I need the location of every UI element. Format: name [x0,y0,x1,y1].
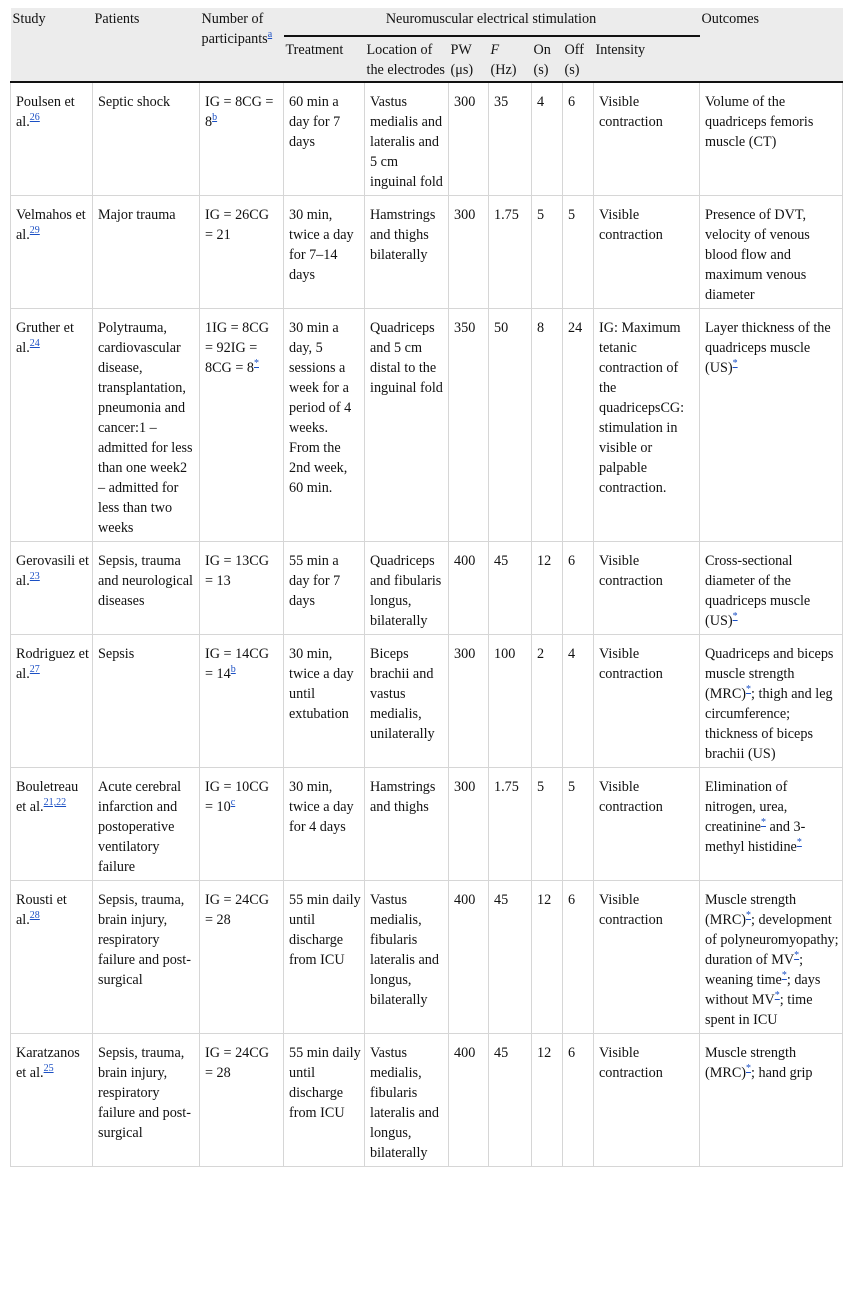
patients-cell: Sepsis, trauma, brain injury, respiratory failure and post-surgical [93,1034,200,1167]
treatment-cell: 55 min daily until discharge from ICU [284,881,365,1034]
outcome-text: ; time spent in ICU [705,992,813,1028]
outcomes-cell [700,82,843,196]
superscript [212,112,217,123]
pw-cell: 400 [449,542,489,635]
location-cell: Quadriceps and fibularis longus, bilaterally [365,542,449,635]
table-row [11,635,843,768]
study-name: Rousti et al. [16,892,67,928]
outcome-text: ; weaning time [705,952,804,988]
superscript [30,571,40,582]
superscript [44,797,67,808]
table-row [11,542,843,635]
off-cell: 6 [563,82,594,196]
f-cell: 1.75 [489,768,532,881]
study-name: Bouletreau et al. [16,779,79,815]
off-cell: 6 [563,1034,594,1167]
participants-cell [200,309,284,542]
participants-value: IG = 8CG = 8 [205,94,274,130]
superscript [30,112,40,123]
on-cell: 4 [532,82,563,196]
pw-cell: 300 [449,196,489,309]
study-cell [11,635,93,768]
pw-cell: 300 [449,82,489,196]
study-name: Poulsen et al. [16,94,75,130]
treatment-cell: 55 min a day for 7 days [284,542,365,635]
footnote-link[interactable]: * [794,950,800,961]
superscript [231,797,235,808]
study-name: Gruther et al. [16,320,74,356]
superscript [733,611,738,622]
outcome-text: Cross-sectional diameter of the quadriceps muscle (US) [705,553,811,629]
off-cell: 5 [563,196,594,309]
on-cell: 12 [532,1034,563,1167]
header-off: Off (s) [563,36,594,82]
intensity-cell: Visible contraction [594,881,700,1034]
header-study: Study [11,8,93,82]
header-outcomes: Outcomes [700,8,843,82]
patients-cell: Septic shock [93,82,200,196]
outcome-text: ; development of polyneuromyopathy; duration of MV [705,912,839,968]
pw-cell: 300 [449,768,489,881]
header-on: On (s) [532,36,563,82]
footnote-link[interactable]: 21,22 [43,797,67,808]
table-row [11,82,843,196]
footnote-link[interactable]: c [230,797,236,808]
footnote-link[interactable]: * [781,970,787,981]
frequency-symbol: F [490,42,500,58]
f-cell: 1.75 [489,196,532,309]
study-cell [11,1034,93,1167]
intensity-cell: Visible contraction [594,1034,700,1167]
pw-cell: 300 [449,635,489,768]
patients-cell: Polytrauma, cardiovascular disease, transplantation, pneumonia and cancer:1 – admitted for less than one week2 – admitted for less than two weeks [93,309,200,542]
participants-value: IG = 14CG = 14 [205,646,269,682]
footnote-link[interactable]: * [760,817,766,828]
header-pw: PW (μs) [449,36,489,82]
patients-cell: Sepsis [93,635,200,768]
on-cell: 5 [532,196,563,309]
footnote-link[interactable]: * [254,358,259,369]
location-cell: Vastus medialis, fibularis lateralis and longus, bilaterally [365,881,449,1034]
on-cell: 8 [532,309,563,542]
outcome-text: Layer thickness of the quadriceps muscle (US) [705,320,831,376]
off-cell: 6 [563,881,594,1034]
treatment-cell: 55 min daily until discharge from ICU [284,1034,365,1167]
study-name: Rodriguez et al. [16,646,89,682]
header-intensity: Intensity [594,36,700,82]
table-body [11,82,843,1167]
outcomes-cell [700,196,843,309]
patients-cell: Sepsis, trauma and neurological diseases [93,542,200,635]
frequency-unit: (Hz) [490,62,517,78]
study-cell [11,82,93,196]
patients-cell: Sepsis, trauma, brain injury, respiratory failure and post-surgical [93,881,200,1034]
outcome-text: Volume of the quadriceps femoris muscle (CT) [705,94,814,150]
participants-value: IG = 10CG = 10 [205,779,269,815]
participants-cell [200,768,284,881]
participants-cell [200,542,284,635]
footnote-link[interactable]: * [796,837,802,848]
footnote-link[interactable]: * [732,611,738,622]
outcome-text: Presence of DVT, velocity of venous blood flow and maximum venous diameter [705,207,810,303]
participants-cell [200,635,284,768]
study-name: Karatzanos et al. [16,1045,80,1081]
outcome-text: Quadriceps and biceps muscle strength (MRC) [705,646,834,702]
pw-cell: 400 [449,881,489,1034]
outcome-text: Muscle strength (MRC) [705,1045,797,1081]
participants-value: IG = 24CG = 28 [205,1045,269,1081]
participants-cell [200,881,284,1034]
on-cell: 12 [532,881,563,1034]
table-row [11,881,843,1034]
outcome-text: and 3-methyl histidine [705,819,806,855]
participants-value: IG = 24CG = 28 [205,892,269,928]
superscript [231,664,236,675]
participants-value: 1IG = 8CG = 92IG = 8CG = 8 [205,320,269,376]
footnote-link[interactable]: 27 [29,664,40,675]
header-participants-label: Number of participants [201,11,268,47]
header-participants [200,8,284,82]
f-cell: 45 [489,881,532,1034]
footnote-link[interactable]: 23 [29,571,40,582]
off-cell: 4 [563,635,594,768]
superscript [254,358,259,369]
participants-value: IG = 13CG = 13 [205,553,269,589]
footnote-link[interactable]: 28 [29,910,40,921]
footnote-link[interactable]: 26 [29,112,40,123]
outcomes-cell [700,309,843,542]
study-cell [11,768,93,881]
table-row [11,196,843,309]
treatment-cell: 30 min a day, 5 sessions a week for a period of 4 weeks. From the 2nd week, 60 min. [284,309,365,542]
location-cell: Quadriceps and 5 cm distal to the inguinal fold [365,309,449,542]
footnote-link[interactable]: * [746,684,752,695]
header-location: Location of the electrodes [365,36,449,82]
off-cell: 24 [563,309,594,542]
participants-cell [200,1034,284,1167]
superscript [30,910,40,921]
study-cell [11,309,93,542]
footnote-link[interactable]: a [267,29,273,40]
off-cell: 6 [563,542,594,635]
intensity-cell: IG: Maximum tetanic contraction of the quadricepsCG: stimulation in visible or palpable contraction. [594,309,700,542]
intensity-cell: Visible contraction [594,82,700,196]
location-cell: Hamstrings and thighs [365,768,449,881]
table-row [11,309,843,542]
superscript [797,837,802,848]
patients-cell: Major trauma [93,196,200,309]
study-name: Velmahos et al. [16,207,86,243]
intensity-cell: Visible contraction [594,542,700,635]
participants-cell [200,196,284,309]
f-cell: 45 [489,1034,532,1167]
outcome-text: ; hand grip [751,1065,813,1081]
superscript [30,225,40,236]
intensity-cell: Visible contraction [594,635,700,768]
header-patients: Patients [93,8,200,82]
footnote-link[interactable]: * [774,990,780,1001]
nmes-studies-table [10,8,843,1167]
outcomes-cell [700,768,843,881]
f-cell: 50 [489,309,532,542]
footnote-link[interactable]: 25 [43,1063,54,1074]
location-cell: Vastus medialis and lateralis and 5 cm inguinal fold [365,82,449,196]
footnote-link[interactable]: 24 [29,338,40,349]
study-name: Gerovasili et al. [16,553,89,589]
header-frequency [489,36,532,82]
footnote-link[interactable]: b [212,112,218,123]
patients-cell: Acute cerebral infarction and postoperative ventilatory failure [93,768,200,881]
outcome-text: ; thigh and leg circumference; thickness of biceps brachii (US) [705,686,833,762]
outcomes-cell [700,542,843,635]
footnote-link[interactable]: * [732,358,738,369]
footnote-link[interactable]: * [746,1063,752,1074]
participants-cell [200,82,284,196]
study-cell [11,881,93,1034]
intensity-cell: Visible contraction [594,196,700,309]
header-treatment: Treatment [284,36,365,82]
participants-value: IG = 26CG = 21 [205,207,269,243]
footnote-link[interactable]: b [230,664,236,675]
f-cell: 35 [489,82,532,196]
location-cell: Vastus medialis, fibularis lateralis and longus, bilaterally [365,1034,449,1167]
outcomes-cell [700,1034,843,1167]
treatment-cell: 30 min, twice a day for 4 days [284,768,365,881]
table-row [11,1034,843,1167]
superscript [30,338,40,349]
location-cell: Hamstrings and thighs bilaterally [365,196,449,309]
pw-cell: 400 [449,1034,489,1167]
on-cell: 2 [532,635,563,768]
superscript [30,664,40,675]
outcome-text: Elimination of nitrogen, urea, creatinine [705,779,788,835]
footnote-link[interactable]: 29 [29,225,40,236]
table-header [11,8,843,82]
on-cell: 5 [532,768,563,881]
outcome-text: Muscle strength (MRC) [705,892,797,928]
outcomes-cell [700,881,843,1034]
superscript [44,1063,54,1074]
f-cell: 100 [489,635,532,768]
footnote-link[interactable]: * [746,910,752,921]
intensity-cell: Visible contraction [594,768,700,881]
study-cell [11,542,93,635]
treatment-cell: 60 min a day for 7 days [284,82,365,196]
off-cell: 5 [563,768,594,881]
treatment-cell: 30 min, twice a day for 7–14 days [284,196,365,309]
f-cell: 45 [489,542,532,635]
outcomes-cell [700,635,843,768]
superscript [733,358,738,369]
treatment-cell: 30 min, twice a day until extubation [284,635,365,768]
table-row [11,768,843,881]
location-cell: Biceps brachii and vastus medialis, unilaterally [365,635,449,768]
on-cell: 12 [532,542,563,635]
pw-cell: 350 [449,309,489,542]
outcome-text: ; days without MV [705,972,821,1008]
header-nmes-group: Neuromuscular electrical stimulation [284,8,700,36]
study-cell [11,196,93,309]
